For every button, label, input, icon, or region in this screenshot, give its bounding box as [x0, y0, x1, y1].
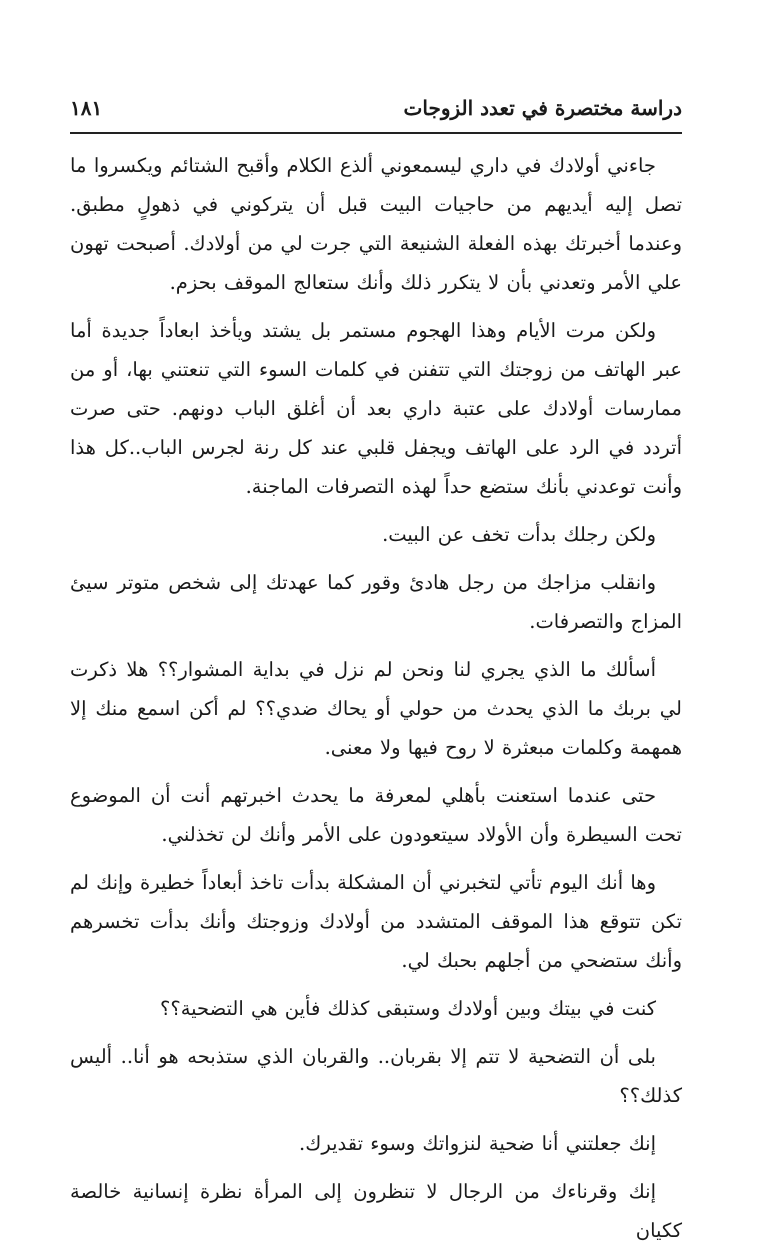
paragraph: وها أنك اليوم تأتي لتخبرني أن المشكلة بدأت تاخذ أبعاداً خطيرة وإنك لم تكن تتوقع هذا الموقف المتشدد من أولادك وزوجتك وأنك بدأت تخسرهم وأنك ستضحي من أجلهم بحبك لي. [70, 871, 682, 972]
book-page [70, 96, 682, 1259]
paragraph: جاءني أولادك في داري ليسمعوني ألذع الكلام وأقبح الشتائم ويكسروا ما تصل إليه أيديهم من حاجيات البيت قبل أن يتركوني في ذهولٍ مطبق. وعندما أخبرتك بهذه الفعلة الشنيعة التي جرت لي من أولادك. أصبحت تهون علي الأمر وتعدني بأن لا يتكرر ذلك وأنك ستعالج الموقف بحزم. [70, 154, 682, 294]
paragraph: حتى عندما استعنت بأهلي لمعرفة ما يحدث اخبرتهم أنت أن الموضوع تحت السيطرة وأن الأولاد سيتعودون على الأمر وأنك لن تخذلني. [70, 784, 682, 846]
paragraph: إنك وقرناءك من الرجال لا تنظرون إلى المرأة نظرة إنسانية خالصة ككيان [70, 1180, 682, 1242]
paragraph: إنك جعلتني أنا ضحية لنزواتك وسوء تقديرك. [299, 1132, 656, 1155]
page-number: ١٨١ [70, 96, 103, 120]
running-title: دراسة مختصرة في تعدد الزوجات [403, 96, 682, 120]
paragraph: بلى أن التضحية لا تتم إلا بقربان.. والقربان الذي ستذبحه هو أنا.. أليس كذلك؟؟ [70, 1045, 682, 1107]
paragraph: كنت في بيتك وبين أولادك وستبقى كذلك فأين هي التضحية؟؟ [160, 997, 656, 1020]
page-header [70, 96, 682, 134]
page-body [70, 146, 682, 1250]
paragraph: ولكن مرت الأيام وهذا الهجوم مستمر بل يشتد ويأخذ ابعاداً جديدة أما عبر الهاتف من زوجتك التي تتفنن في كلمات السوء التي تنعتني بها، أو من ممارسات أولادك على عتبة داري بعد أن أغلق الباب دونهم. حتى صرت أتردد في الرد على الهاتف ويجفل قلبي عند كل رنة لجرس الباب..كل هذا وأنت توعدني بأنك ستضع حداً لهذه التصرفات الماجنة. [70, 319, 682, 498]
paragraph: أسألك ما الذي يجري لنا ونحن لم نزل في بداية المشوار؟؟ هلا ذكرت لي بربك ما الذي يحدث من حولي أو يحاك ضدي؟؟ لم أكن اسمع منك إلا همهمة وكلمات مبعثرة لا روح فيها ولا معنى. [70, 658, 682, 759]
paragraph: وانقلب مزاجك من رجل هادئ وقور كما عهدتك إلى شخص متوتر سيئ المزاج والتصرفات. [70, 571, 682, 633]
paragraph: ولكن رجلك بدأت تخف عن البيت. [382, 523, 656, 546]
